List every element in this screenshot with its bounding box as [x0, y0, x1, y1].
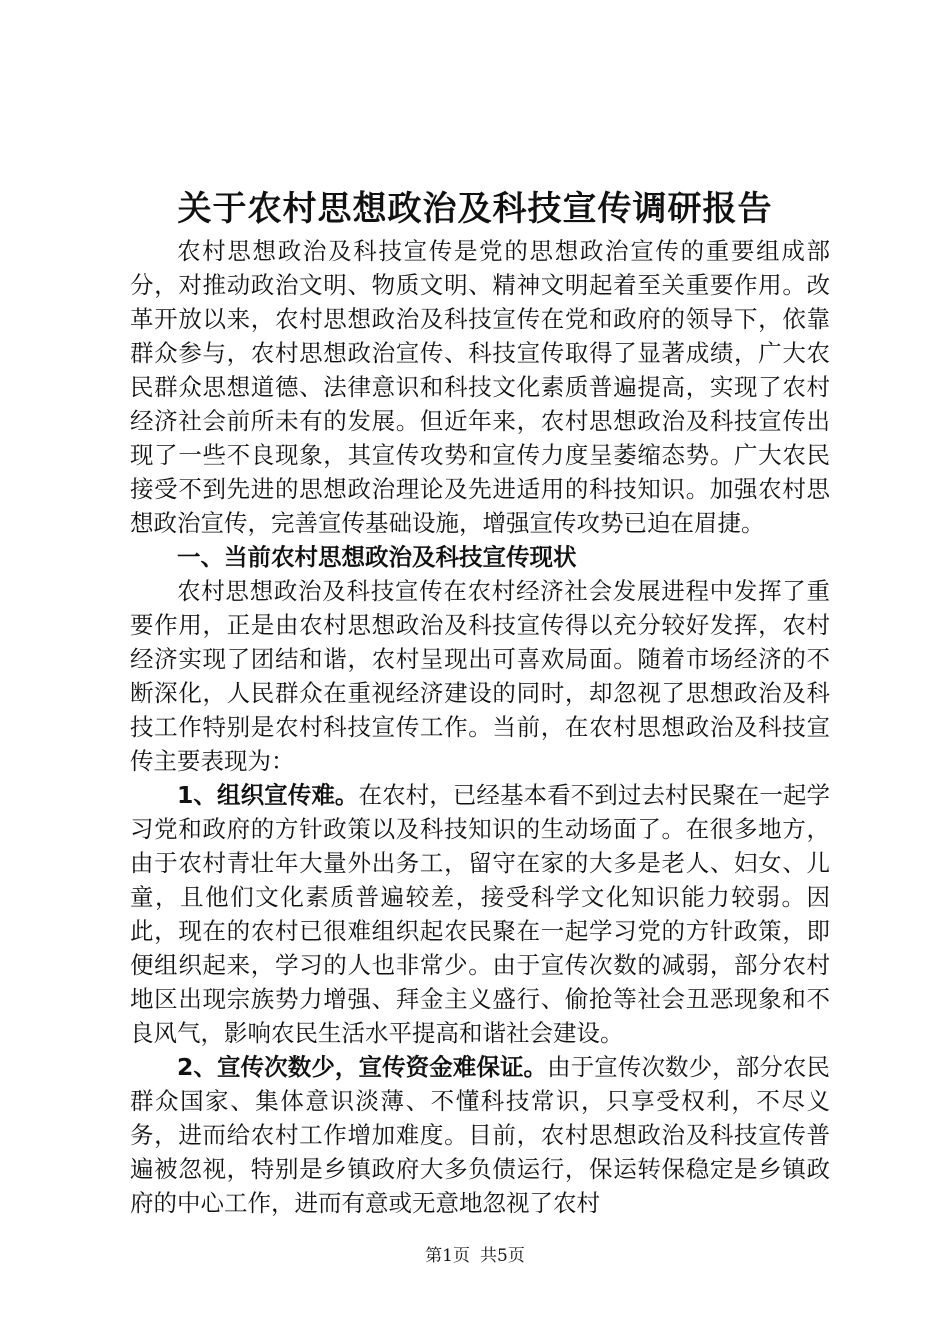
item-lead-2: 2、宣传次数少，宣传资金难保证。 — [177, 1053, 548, 1081]
item-lead-1: 1、组织宣传难。 — [177, 781, 359, 809]
item-paragraph-2 — [130, 1050, 830, 1220]
item-text-1: 在农村，已经基本看不到过去村民聚在一起学习党和政府的方针政策以及科技知识的生动场面了。在很多地方，由于农村青壮年大量外出务工，留守在家的大多是老人、妇女、儿童，且他们文化素质普遍较差，接受科学文化知识能力较弱。因此，现在的农村已很难组织起农民聚在一起学习党的方针政策，即便组织起来，学习的人也非常少。由于宣传次数的减弱，部分农村地区出现宗族势力增强、拜金主义盛行、偷抢等社会丑恶现象和不良风气，影响农民生活水平提高和谐社会建设。 — [130, 781, 831, 1047]
document-title: 关于农村思想政治及科技宣传调研报告 — [177, 189, 773, 229]
section-heading: 一、当前农村思想政治及科技宣传现状 — [177, 543, 577, 571]
page-number: 第1页 — [425, 1246, 470, 1266]
document-body — [130, 234, 830, 1220]
section-paragraph: 农村思想政治及科技宣传在农村经济社会发展进程中发挥了重要作用，正是由农村思想政治及科技宣传得以充分较好发挥，农村经济实现了团结和谐，农村呈现出可喜欢局面。随着市场经济的不断深化，人民群众在重视经济建设的同时，却忽视了思想政治及科技工作特别是农村科技宣传工作。当前，在农村思想政治及科技宣传主要表现为： — [130, 577, 830, 775]
item-text-2: 由于宣传次数少，部分农民群众国家、集体意识淡薄、不懂科技常识，只享受权利，不尽义务，进而给农村工作增加难度。目前，农村思想政治及科技宣传普遍被忽视，特别是乡镇政府大多负债运行，保运转保稳定是乡镇政府的中心工作，进而有意或无意地忽视了农村 — [130, 1053, 830, 1217]
page-footer — [0, 1244, 950, 1268]
page-total: 共5页 — [480, 1246, 525, 1266]
item-paragraph-1 — [130, 778, 830, 1050]
intro-paragraph: 农村思想政治及科技宣传是党的思想政治宣传的重要组成部分，对推动政治文明、物质文明、精神文明起着至关重要作用。改革开放以来，农村思想政治及科技宣传在党和政府的领导下，依靠群众参与，农村思想政治宣传、科技宣传取得了显著成绩，广大农民群众思想道德、法律意识和科技文化素质普遍提高，实现了农村经济社会前所未有的发展。但近年来，农村思想政治及科技宣传出现了一些不良现象，其宣传攻势和宣传力度呈萎缩态势。广大农民接受不到先进的思想政治理论及先进适用的科技知识。加强农村思想政治宣传，完善宣传基础设施，增强宣传攻势已迫在眉捷。 — [130, 237, 830, 537]
